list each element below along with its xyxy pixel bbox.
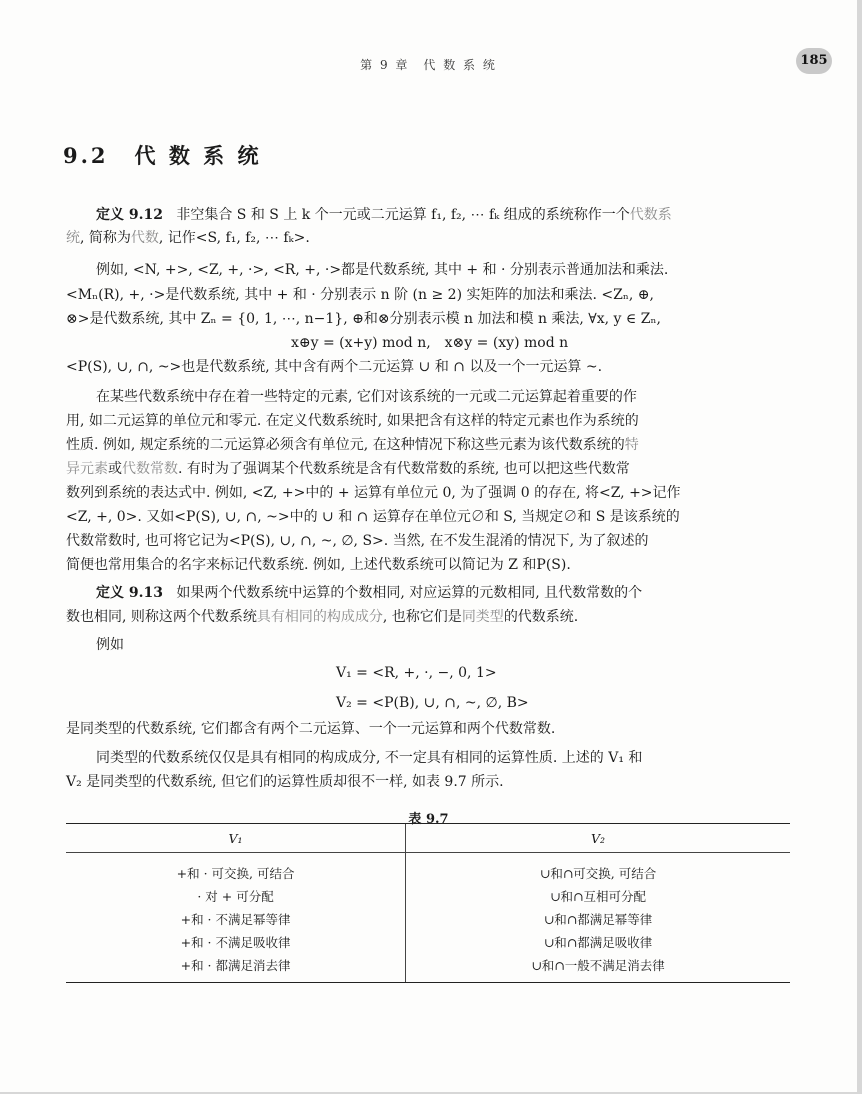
text-span: , 记作<S, f₁, f₂, ⋯ fₖ>. [158,230,310,246]
table-cell: +和 · 不满足幂等律 [180,911,291,927]
table-header-v2: V₂ [406,824,790,853]
table-header-v1: V₁ [66,824,406,853]
running-header: 第 9 章 代 数 系 统 [360,58,497,72]
text-span: . 有时为了强调某个代数系统是含有代数常数的系统, 也可以把这些代数常 [178,461,630,477]
table-row [66,907,790,930]
para5-line-1: 是同类型的代数系统, 它们都含有两个二元运算、一个一元运算和两个代数常数. [66,721,556,737]
para3-line-4 [66,459,794,479]
term-highlight: 代数常数 [122,461,178,477]
table-cell: · 对 + 可分配 [197,888,274,904]
para3-line-1: 在某些代数系统中存在着一些特定的元素, 它们对该系统的一元或二元运算起着重要的作 [96,389,637,405]
table-cell: ∪和∩一般不满足消去律 [406,953,790,983]
table-cell: +和 · 可交换, 可结合 [176,865,295,881]
para3-line-7: 代数常数时, 也可将它记为<P(S), ∪, ∩, ~, ∅, S>. 当然, 在不发生混淆的情况下, 为了叙述的 [66,533,649,549]
definition-9-13-line-1 [66,583,794,603]
term-highlight: 同类型 [461,609,504,625]
example-intro: 例如 [96,637,124,653]
text-span: 或 [108,461,122,477]
text-span: 的代数系统. [503,609,579,625]
v1-formula: V₁ = <R, +, ·, −, 0, 1> [336,665,497,681]
example-line-3: ⊗>是代数系统, 其中 Zₙ = {0, 1, ⋯, n−1}, ⊕和⊗分别表示模 n 加法和模 n 乘法, ∀x, y ∈ Zₙ, [66,311,661,327]
text-span: 数也相同, 则称这两个代数系统 [66,609,257,625]
example-line-1: 例如, <N, +>, <Z, +, ·>, <R, +, ·>都是代数系统, 其中 + 和 · 分别表示普通加法和乘法. [96,262,669,278]
table-cell: +和 · 都满足消去律 [66,953,406,983]
table-cell: ∪和∩互相可分配 [406,884,790,907]
text-span: 如果两个代数系统中运算的个数相同, 对应运算的元数相同, 且代数常数的个 [176,585,643,601]
table-cell: ∪和∩都满足幂等律 [406,907,790,930]
modular-formula: x⊕y = (x+y) mod n, x⊗y = (xy) mod n [291,335,569,351]
table-row [66,930,790,953]
term-highlight: 代数系 [629,207,672,223]
definition-9-13-line-2 [66,607,794,627]
section-title-text: 代 数 系 统 [134,143,262,168]
para3-line-2: 用, 如二元运算的单位元和零元. 在定义代数系统时, 如果把含有这样的特定元素也作为系统的 [66,413,639,429]
table-cell: ∪和∩可交换, 可结合 [406,853,790,885]
v2-formula: V₂ = <P(B), ∪, ∩, ~, ∅, B> [336,695,529,711]
table-row [66,953,790,983]
text-span: , 简称为 [80,230,131,246]
definition-label: 定义 9.12 [96,207,163,223]
table-row [66,853,790,885]
table-header-row [66,824,790,853]
section-heading [63,140,261,170]
para3-line-3 [66,435,794,455]
comparison-table [66,823,790,983]
definition-label: 定义 9.13 [96,585,163,601]
table-caption: 表 9.7 [408,812,449,827]
para6-line-1: 同类型的代数系统仅仅是具有相同的构成成分, 不一定具有相同的运算性质. 上述的 V₁ 和 [96,750,643,766]
term-highlight: 特 [624,437,639,453]
term-highlight: 代数 [130,230,159,246]
text-span: 非空集合 S 和 S 上 k 个一元或二元运算 f₁, f₂, ⋯ fₖ 组成的系统称作一个 [176,207,630,223]
section-number: 9.2 [63,143,109,168]
para3-line-8: 简便也常用集合的名字来标记代数系统. 例如, 上述代数系统可以简记为 Z 和P(S). [66,557,571,573]
example-line-2: <Mₙ(R), +, ·>是代数系统, 其中 + 和 · 分别表示 n 阶 (n ≥ 2) 实矩阵的加法和乘法. <Zₙ, ⊕, [66,287,654,303]
text-span: , 也称它们是 [382,609,462,625]
table-row [66,884,790,907]
definition-9-12-line-2 [66,228,794,248]
term-highlight: 具有相同的构成成分 [256,609,383,625]
para3-line-5: 数列到系统的表达式中. 例如, <Z, +>中的 + 运算有单位元 0, 为了强调 0 的存在, 将<Z, +>记作 [66,485,681,501]
para6-line-2: V₂ 是同类型的代数系统, 但它们的运算性质却很不一样, 如表 9.7 所示. [66,774,504,790]
text-span: 性质. 例如, 规定系统的二元运算必须含有单位元, 在这种情况下称这些元素为该代数系统的 [66,437,625,453]
example-line-4: <P(S), ∪, ∩, ~>也是代数系统, 其中含有两个二元运算 ∪ 和 ∩ 以及一个一元运算 ~. [66,359,603,375]
term-highlight: 异元素 [66,461,108,477]
para3-line-6: <Z, +, 0>. 又如<P(S), ∪, ∩, ~>中的 ∪ 和 ∩ 运算存在单位元∅和 S, 当规定∅和 S 是该系统的 [66,509,680,525]
table-cell: +和 · 不满足吸收律 [180,934,291,950]
definition-9-12-line-1 [66,205,794,225]
table-cell: ∪和∩都满足吸收律 [406,930,790,953]
page-number-badge: 185 [796,48,832,74]
term-highlight: 统 [66,230,80,246]
